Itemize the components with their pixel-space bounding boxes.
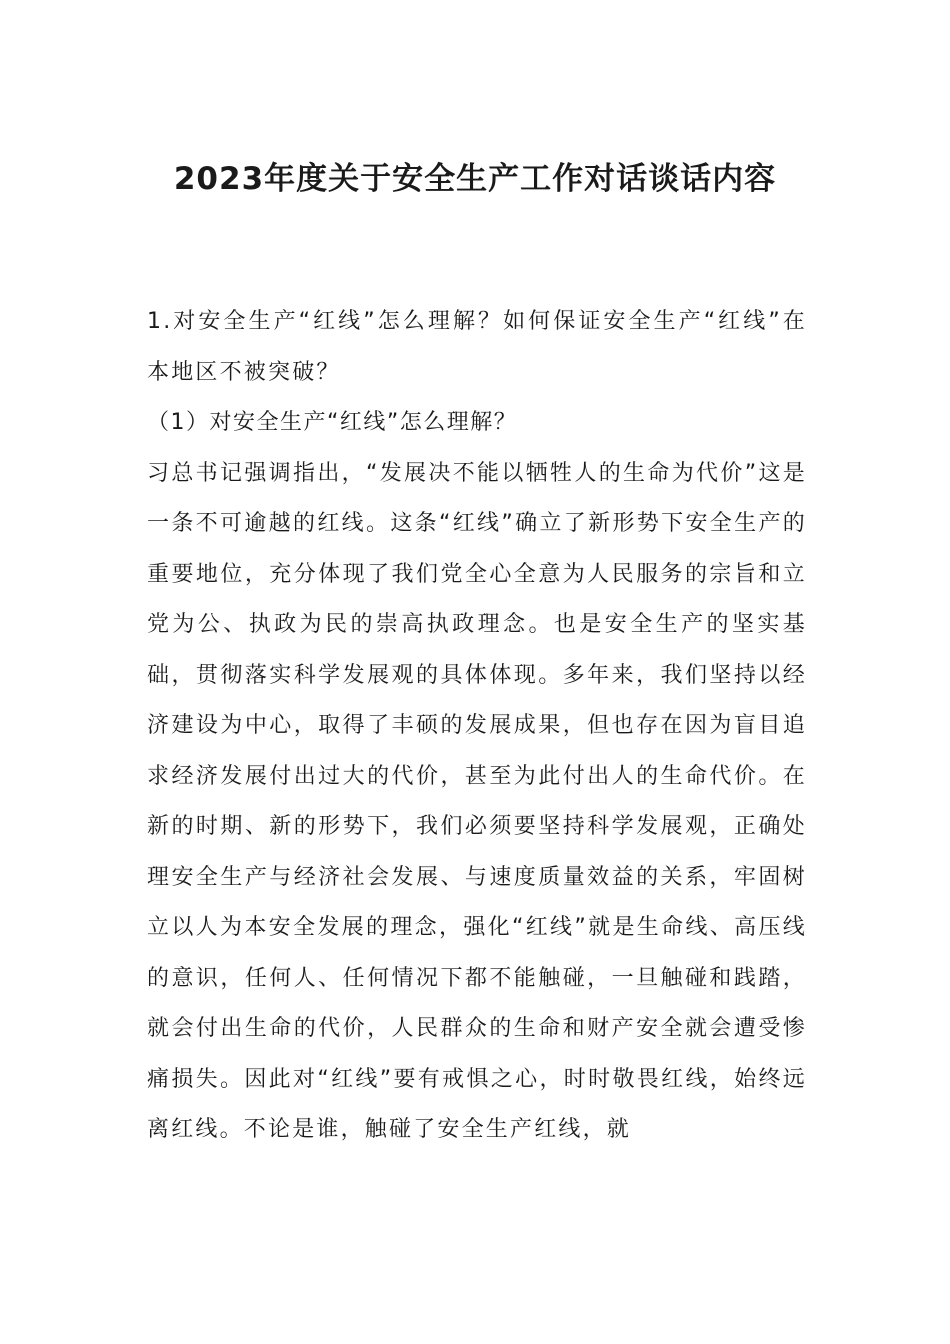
answer-paragraph: 习总书记强调指出，“发展决不能以牺牲人的生命为代价”这是一条不可逾越的红线。这条“红线”确立了新形势下安全生产的重要地位，充分体现了我们党全心全意为人民服务的宗旨和立党为公、执政为民的崇高执政理念。也是安全生产的坚实基础，贯彻落实科学发展观的具体体现。多年来，我们坚持以经济建设为中心，取得了丰硕的发展成果，但也存在因为盲目追求经济发展付出过大的代价，甚至为此付出人的生命代价。在新的时期、新的形势下，我们必须要坚持科学发展观，正确处理安全生产与经济社会发展、与速度质量效益的关系，牢固树立以人为本安全发展的理念，强化“红线”就是生命线、高压线的意识，任何人、任何情况下都不能触碰，一旦触碰和践踏，就会付出生命的代价，人民群众的生命和财产安全就会遭受惨痛损失。因此对“红线”要有戒惧之心，时时敬畏红线，始终远离红线。不论是谁，触碰了安全生产红线，就 bbox=[147, 460, 807, 1142]
document-body bbox=[147, 297, 807, 1156]
document-title: 2023年度关于安全生产工作对话谈话内容 bbox=[173, 161, 777, 197]
question-paragraph: 1.对安全生产“红线”怎么理解？如何保证安全生产“红线”在本地区不被突破？ bbox=[147, 309, 807, 385]
sub-question-heading: （1）对安全生产“红线”怎么理解？ bbox=[147, 410, 518, 435]
